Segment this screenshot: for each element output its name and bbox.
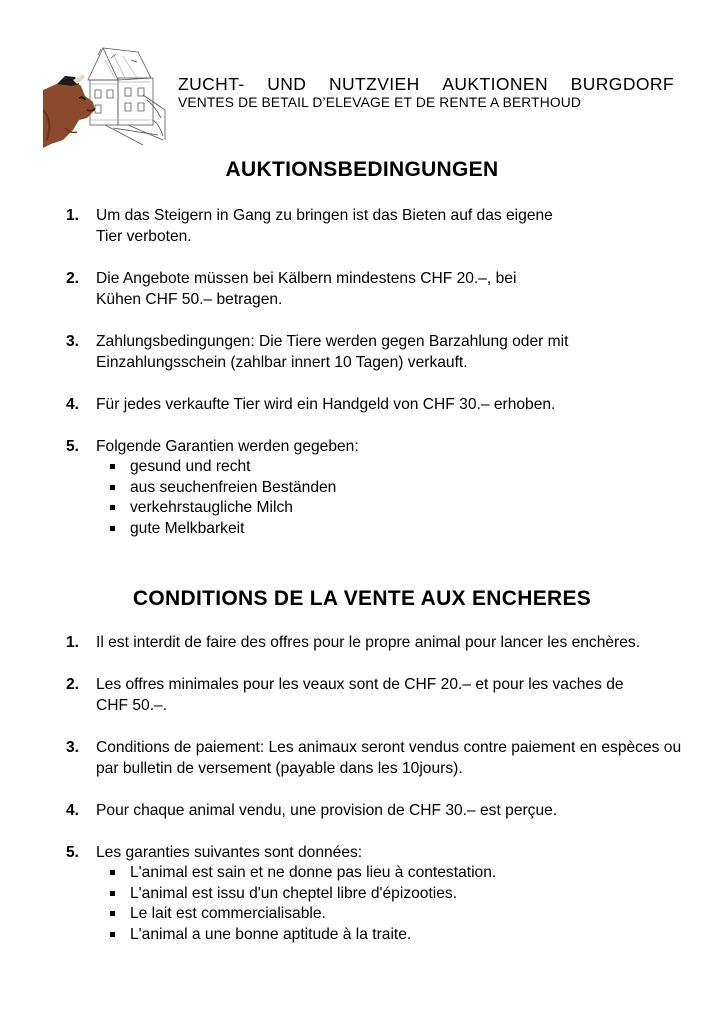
item-number: 2.	[66, 676, 80, 693]
header-word: AUKTIONEN	[442, 74, 549, 94]
item-number: 1.	[66, 634, 80, 651]
bullet-text: aus seuchenfreien Beständen	[130, 478, 337, 496]
list-item	[66, 394, 706, 415]
bullet-text: verkehrstaugliche Milch	[130, 499, 293, 516]
list-item	[66, 842, 706, 945]
cow-and-castle-sketch-icon	[43, 40, 168, 150]
list-item	[110, 884, 706, 905]
item-text: Um das Steigern in Gang zu bringen ist das Bieten auf das eigene Tier verboten.	[96, 207, 553, 245]
item-text: Die Angebote müssen bei Kälbern mindestens CHF 20.–, bei Kühen CHF 50.– betragen.	[96, 270, 517, 308]
list-item	[66, 800, 706, 821]
item-text: Für jedes verkaufte Tier wird ein Handgeld von CHF 30.– erhoben.	[96, 396, 556, 413]
item-text: Zahlungsbedingungen: Die Tiere werden gegen Barzahlung oder mit Einzahlungsschein (zahlbar innert 10 Tagen) verkauft.	[96, 333, 569, 371]
bullet-icon	[110, 505, 115, 510]
item-number: 4.	[66, 802, 80, 819]
item-body	[96, 842, 706, 945]
list-item	[110, 478, 706, 499]
item-body	[96, 436, 706, 539]
bullet-text: L'animal est issu d'un cheptel libre d'épizooties.	[130, 884, 458, 902]
list-item	[110, 925, 706, 946]
header-title-de	[178, 74, 674, 94]
item-text: Pour chaque animal vendu, une provision de CHF 30.– est perçue.	[96, 802, 558, 819]
bullet-text: L'animal a une bonne aptitude à la traite.	[130, 925, 412, 943]
list-item	[66, 632, 706, 653]
list-item	[66, 205, 706, 247]
guarantee-list-fr	[96, 863, 706, 945]
item-number: 1.	[66, 207, 80, 224]
list-item	[110, 457, 706, 478]
item-number: 4.	[66, 396, 80, 413]
bullet-icon	[110, 464, 115, 469]
header-word: BURGDORF	[570, 74, 674, 94]
header-word: UND	[267, 74, 307, 94]
item-number: 2.	[66, 270, 80, 287]
item-number: 5.	[66, 438, 80, 455]
bullet-icon	[110, 932, 115, 937]
section-title-de: AUKTIONSBEDINGUNGEN	[225, 158, 499, 181]
bullet-text: gute Melkbarkeit	[130, 519, 245, 537]
bullet-icon	[110, 485, 115, 490]
header-word: ZUCHT-	[178, 74, 245, 94]
item-number: 3.	[66, 333, 80, 350]
bullet-text: gesund und recht	[130, 458, 251, 475]
conditions-list-de	[66, 205, 706, 539]
item-text: Il est interdit de faire des offres pour le propre animal pour lancer les enchères.	[96, 634, 641, 651]
section-title-fr: CONDITIONS DE LA VENTE AUX ENCHERES	[132, 587, 592, 610]
bullet-text: Le lait est commercialisable.	[130, 905, 326, 922]
guarantee-list-de	[96, 457, 706, 539]
item-text: Les garanties suivantes sont données:	[96, 844, 363, 861]
list-item	[110, 519, 706, 540]
list-item	[66, 268, 706, 310]
list-item	[110, 904, 706, 925]
item-number: 3.	[66, 739, 80, 756]
item-text: Les offres minimales pour les veaux sont de CHF 20.– et pour les vaches de CHF 50.–.	[96, 676, 624, 714]
header	[178, 74, 674, 112]
item-number: 5.	[66, 844, 80, 861]
bullet-icon	[110, 526, 115, 531]
header-word: NUTZVIEH	[328, 74, 420, 94]
bullet-text: L'animal est sain et ne donne pas lieu à contestation.	[130, 864, 497, 881]
list-item	[66, 737, 706, 779]
list-item	[66, 331, 706, 373]
bullet-icon	[110, 911, 115, 916]
list-item	[66, 436, 706, 539]
list-item	[110, 863, 706, 884]
item-text: Conditions de paiement: Les animaux seront vendus contre paiement en espèces ou par bulletin de versement (payable dans les 10jours).	[96, 739, 682, 777]
item-text: Folgende Garantien werden gegeben:	[96, 438, 359, 455]
list-item	[110, 498, 706, 519]
bullet-icon	[110, 870, 115, 875]
conditions-list-fr	[66, 632, 706, 945]
header-title-fr: VENTES DE BETAIL D’ELEVAGE ET DE RENTE A BERTHOUD	[178, 95, 581, 110]
list-item	[66, 674, 706, 716]
bullet-icon	[110, 891, 115, 896]
